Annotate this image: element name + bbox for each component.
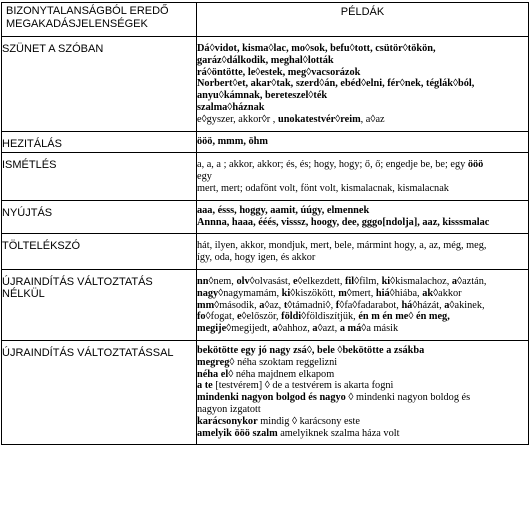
example-bold-text: Norbert◊et, akar◊tak, szerd◊án, ebéd◊elni, fér◊nek, téglák◊ból, bbox=[197, 78, 475, 90]
example-line bbox=[197, 114, 528, 126]
example-bold-text: há◊ bbox=[401, 299, 418, 311]
example-line bbox=[197, 55, 528, 67]
example-text: támadni◊, bbox=[292, 299, 336, 311]
example-text: hát, ilyen, akkor, mondjuk, mert, bele, mármint hogy, a, az, még, meg, bbox=[197, 240, 487, 252]
example-bold-text: a te bbox=[197, 380, 213, 392]
example-line bbox=[197, 416, 528, 428]
example-text: aztán, bbox=[462, 275, 487, 287]
row-category: NYÚJTÁS bbox=[2, 200, 197, 234]
example-bold-text: én m én me◊ én meg, bbox=[358, 311, 450, 323]
row-category: ÚJRAINDÍTÁS VÁLTOZTATÁSSAL bbox=[2, 340, 197, 444]
example-text: mert, mert; odafönt volt, fönt volt, kismalacnak, kismalacnak bbox=[197, 182, 449, 194]
example-text: második, bbox=[219, 299, 260, 311]
example-bold-text: mm◊ bbox=[197, 299, 220, 311]
example-text: házát, bbox=[417, 299, 445, 311]
disfluency-table bbox=[1, 2, 529, 445]
example-bold-text: Annna, haaa, ééés, visssz, hoogy, dee, gggo[ndolja], aaz, kisssmalac bbox=[197, 216, 490, 228]
example-text: kismalachoz, bbox=[395, 275, 452, 287]
example-bold-text: mindenki nagyon bolgod és nagyo bbox=[197, 392, 346, 404]
example-bold-text: ööö, mmm, öhm bbox=[197, 135, 268, 147]
example-text: megijedt, bbox=[231, 323, 273, 335]
example-text: e◊gyszer, akkor◊r , bbox=[197, 113, 276, 125]
example-text: a másik bbox=[366, 323, 399, 335]
example-text: nagyon izgatott bbox=[197, 403, 261, 415]
example-text: [testvérem] ◊ de a testvérem is akarta fogni bbox=[212, 380, 394, 392]
example-bold-text: Dá◊vidot, kisma◊lac, mo◊sok, befu◊tott, csütör◊tökön, bbox=[197, 43, 436, 54]
example-line bbox=[197, 78, 528, 90]
table-row bbox=[2, 200, 529, 234]
example-bold-text: nn◊ bbox=[197, 275, 214, 287]
example-line bbox=[197, 67, 528, 79]
example-text: olvasást, bbox=[254, 275, 294, 287]
example-line bbox=[197, 90, 528, 102]
example-text: az, bbox=[269, 299, 284, 311]
example-text: kiszökött, bbox=[295, 287, 339, 299]
example-text: mindig ◊ karácsony este bbox=[257, 415, 360, 427]
example-line bbox=[197, 311, 528, 323]
example-text: mert, bbox=[351, 287, 376, 299]
table-row bbox=[2, 153, 529, 200]
row-category: ISMÉTLÉS bbox=[2, 153, 197, 200]
example-bold-text: anyu◊kámnak, bereteszel◊ték bbox=[197, 90, 328, 102]
example-line bbox=[197, 357, 528, 369]
example-text: nem, bbox=[213, 275, 237, 287]
example-bold-text: fo◊ bbox=[197, 311, 211, 323]
example-bold-text: a má◊ bbox=[339, 323, 367, 335]
example-bold-text: olv◊ bbox=[236, 275, 255, 287]
table-row bbox=[2, 340, 529, 444]
example-text: egy bbox=[197, 171, 212, 183]
example-line bbox=[197, 300, 528, 312]
example-line bbox=[197, 183, 528, 195]
example-bold-text: nagy◊ bbox=[197, 287, 224, 299]
table-row bbox=[2, 269, 529, 340]
example-text: ◊ néha szoktam reggelizni bbox=[229, 356, 338, 368]
example-bold-text: aaa, ésss, hoggy, aamit, úúgy, elmennek bbox=[197, 204, 370, 216]
example-text: ◊ néha majdnem elkapom bbox=[228, 368, 335, 380]
example-line bbox=[197, 217, 528, 229]
row-examples bbox=[197, 37, 529, 132]
example-text: először, bbox=[246, 311, 282, 323]
example-text: ◊ mindenki nagyon boldog és bbox=[345, 392, 471, 404]
table-row bbox=[2, 37, 529, 132]
example-text: fogat, bbox=[210, 311, 237, 323]
example-bold-text: a◊ bbox=[272, 323, 283, 335]
row-examples bbox=[197, 340, 529, 444]
example-line bbox=[197, 136, 528, 148]
header-examples: PÉLDÁK bbox=[197, 3, 529, 37]
example-text: akkor bbox=[438, 287, 462, 299]
example-line bbox=[197, 380, 528, 392]
row-examples bbox=[197, 269, 529, 340]
example-bold-text: bekötötte egy jó nagy zsá◊, bele ◊bekötötte a zsákba bbox=[197, 344, 425, 356]
example-bold-text: a◊ bbox=[451, 275, 463, 287]
row-examples bbox=[197, 234, 529, 270]
table-header-row bbox=[2, 3, 529, 37]
example-bold-text: fil◊ bbox=[345, 275, 360, 287]
example-text: a, a, a ; akkor, akkor; és, és; hogy, hogy; ő, ő; engedje be, be; egy bbox=[197, 159, 468, 171]
example-line bbox=[197, 252, 528, 264]
example-bold-text: ki◊ bbox=[381, 275, 396, 287]
example-text: földiszítjük, bbox=[306, 311, 359, 323]
example-bold-text: m◊ bbox=[338, 287, 352, 299]
example-text: így, oda, hogy igen, és akkor bbox=[197, 252, 316, 264]
table-row bbox=[2, 234, 529, 270]
example-text: nagymamám, bbox=[223, 287, 282, 299]
example-text: amelyiknek szalma háza volt bbox=[277, 427, 400, 439]
example-text: akinek, bbox=[454, 299, 485, 311]
example-text: film, bbox=[359, 275, 382, 287]
example-bold-text: a◊ bbox=[444, 299, 455, 311]
header-category: BIZONYTALANSÁGBÓL EREDŐ MEGAKADÁSJELENSÉGEK bbox=[2, 3, 197, 37]
row-category: ÚJRAINDÍTÁS VÁLTOZTATÁS NÉLKÜL bbox=[2, 269, 197, 340]
example-bold-text: ööö bbox=[467, 159, 484, 171]
example-bold-text: f◊ bbox=[335, 299, 345, 311]
row-category: TÖLTELÉKSZÓ bbox=[2, 234, 197, 270]
row-category: HEZITÁLÁS bbox=[2, 131, 197, 153]
example-text: hiába, bbox=[394, 287, 423, 299]
table-row bbox=[2, 131, 529, 153]
example-bold-text: a◊ bbox=[259, 299, 270, 311]
example-line bbox=[197, 345, 528, 357]
example-line bbox=[197, 240, 528, 252]
example-line bbox=[197, 404, 528, 416]
example-bold-text: amelyik ööö szalm bbox=[197, 427, 278, 439]
example-bold-text: e◊ bbox=[236, 311, 247, 323]
example-line bbox=[197, 43, 528, 55]
example-bold-text: t◊ bbox=[283, 299, 293, 311]
example-text: fa◊fadarabot, bbox=[344, 299, 402, 311]
row-examples bbox=[197, 200, 529, 234]
example-line bbox=[197, 171, 528, 183]
example-line bbox=[197, 159, 528, 171]
example-bold-text: e◊ bbox=[293, 275, 303, 287]
example-text: azt, bbox=[322, 323, 340, 335]
example-bold-text: hiá◊ bbox=[375, 287, 395, 299]
example-line bbox=[197, 369, 528, 381]
example-bold-text: rá◊öntötte, le◊estek, meg◊vacsorázok bbox=[197, 66, 361, 78]
example-line bbox=[197, 392, 528, 404]
example-line bbox=[197, 276, 528, 288]
example-text: , a◊az bbox=[360, 113, 385, 125]
example-text: elkezdett, bbox=[302, 275, 345, 287]
row-examples bbox=[197, 131, 529, 153]
example-bold-text: megije◊ bbox=[197, 323, 232, 335]
example-bold-text: ki◊ bbox=[281, 287, 296, 299]
example-bold-text: karácsonykor bbox=[197, 415, 258, 427]
example-line bbox=[197, 288, 528, 300]
example-bold-text: megreg bbox=[197, 356, 230, 368]
example-bold-text: unokatestvér◊reim bbox=[275, 113, 361, 125]
row-examples bbox=[197, 153, 529, 200]
example-bold-text: a◊ bbox=[312, 323, 323, 335]
example-bold-text: néha el bbox=[197, 368, 229, 380]
table-body bbox=[2, 37, 529, 445]
example-line bbox=[197, 428, 528, 440]
example-line bbox=[197, 102, 528, 114]
example-line bbox=[197, 205, 528, 217]
example-text: ahhoz, bbox=[282, 323, 313, 335]
example-bold-text: szalma◊háznak bbox=[197, 101, 265, 113]
row-category: SZÜNET A SZÓBAN bbox=[2, 37, 197, 132]
example-bold-text: földi◊ bbox=[281, 311, 307, 323]
example-bold-text: garáz◊dálkodik, meghal◊lották bbox=[197, 54, 334, 66]
example-line bbox=[197, 323, 528, 335]
example-bold-text: ak◊ bbox=[422, 287, 439, 299]
